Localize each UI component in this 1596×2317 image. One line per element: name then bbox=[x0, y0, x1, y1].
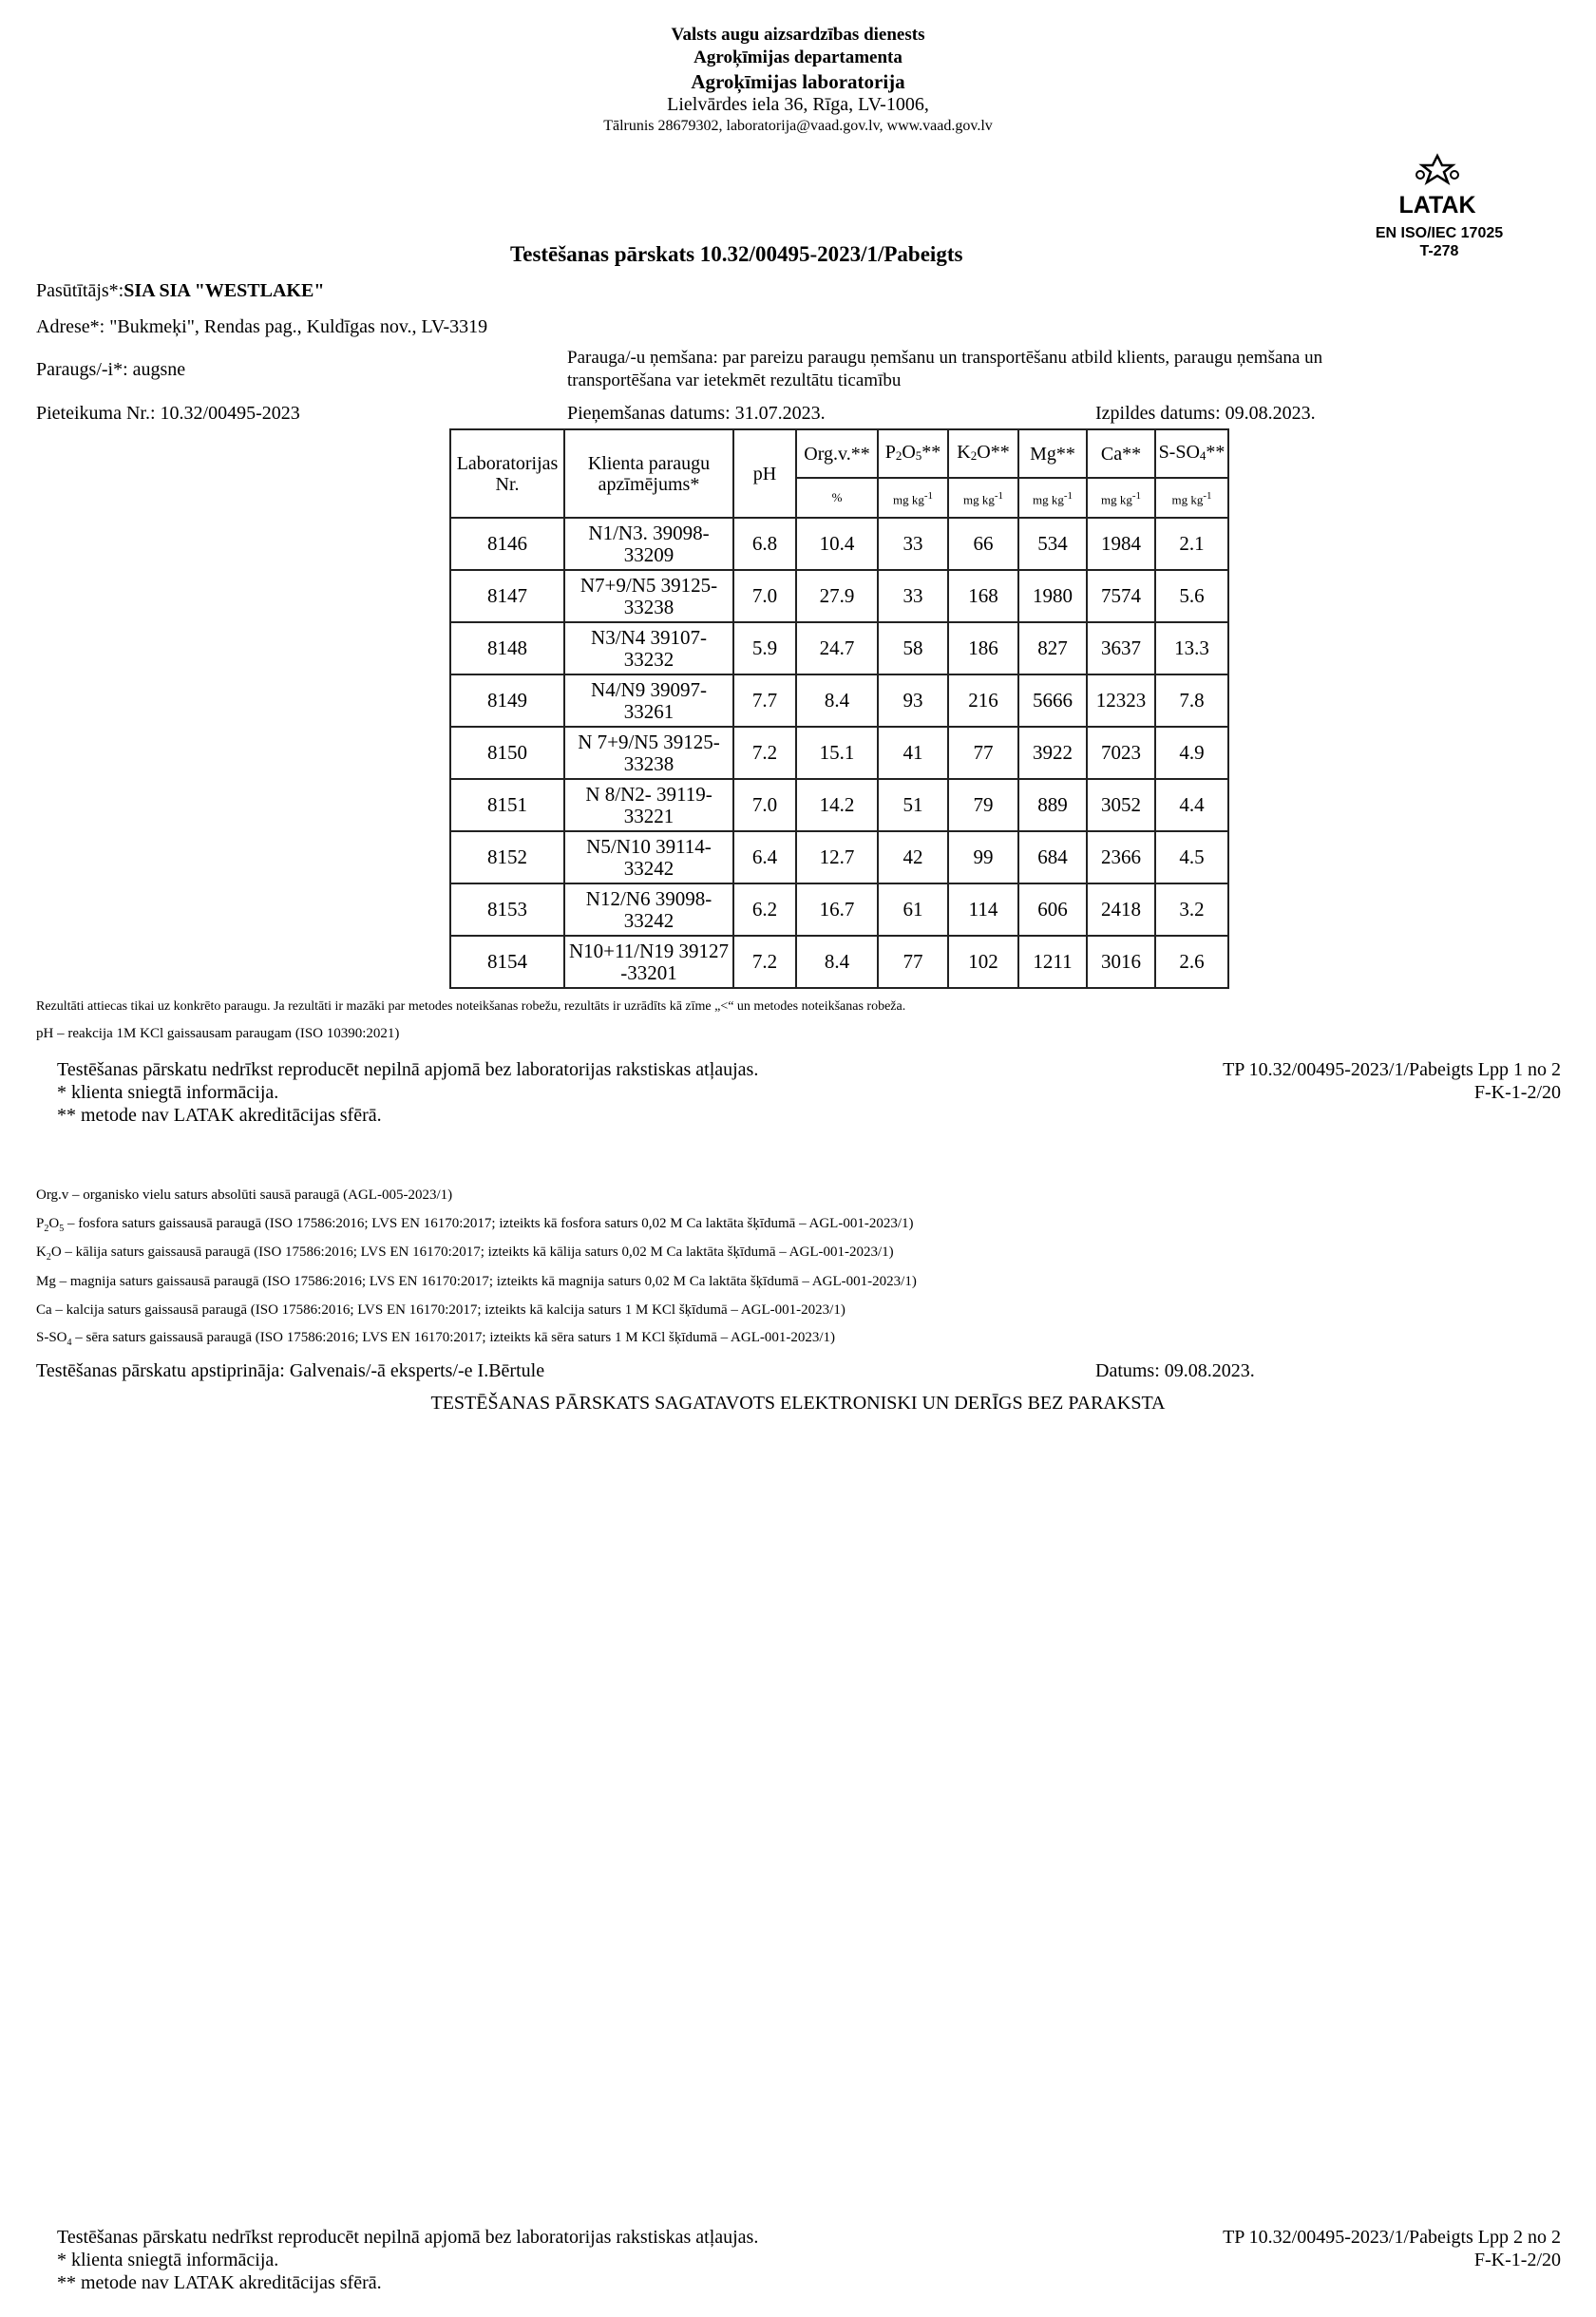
table-cell: 13.3 bbox=[1155, 622, 1228, 674]
page-reference-p2: TP 10.32/00495-2023/1/Pabeigts Lpp 2 no 2 bbox=[1223, 2227, 1561, 2248]
unit-org: % bbox=[796, 478, 878, 518]
table-cell: 606 bbox=[1018, 883, 1087, 936]
client-info-note-p2: * klienta sniegtā informācija. bbox=[57, 2250, 279, 2270]
table-cell: 77 bbox=[878, 936, 948, 988]
table-cell: 2.6 bbox=[1155, 936, 1228, 988]
lab-address: Lielvārdes iela 36, Rīga, LV-1006, bbox=[667, 94, 929, 115]
table-cell: 4.4 bbox=[1155, 779, 1228, 831]
table-cell: 1984 bbox=[1087, 518, 1155, 570]
table-cell: 2366 bbox=[1087, 831, 1155, 883]
table-cell: 12323 bbox=[1087, 674, 1155, 727]
table-cell: 2.1 bbox=[1155, 518, 1228, 570]
ph-note: pH – reakcija 1M KCl gaissausam paraugam (ISO 10390:2021) bbox=[36, 1026, 400, 1041]
laboratory-name: Agroķīmijas laboratorija bbox=[691, 70, 905, 93]
table-row bbox=[450, 779, 1228, 831]
table-cell: 6.4 bbox=[733, 831, 796, 883]
table-cell: 10.4 bbox=[796, 518, 878, 570]
table-header-row bbox=[450, 429, 1228, 478]
table-cell: N10+11/N19 39127 -33201 bbox=[564, 936, 733, 988]
table-cell: 79 bbox=[948, 779, 1018, 831]
table-cell: 7.0 bbox=[733, 779, 796, 831]
table-cell: 3637 bbox=[1087, 622, 1155, 674]
results-note: Rezultāti attiecas tikai uz konkrēto paraugu. Ja rezultāti ir mazāki par metodes noteikšanas robežu, rezultāts ir uzrādīts kā zīme „<“ un metodes noteikšanas robeža. bbox=[36, 999, 906, 1014]
table-cell: 168 bbox=[948, 570, 1018, 622]
org-name: Valsts augu aizsardzības dienests bbox=[671, 25, 925, 45]
table-cell: 1980 bbox=[1018, 570, 1087, 622]
table-cell: 1211 bbox=[1018, 936, 1087, 988]
table-cell: 41 bbox=[878, 727, 948, 779]
accreditation-code: T-278 bbox=[1419, 243, 1459, 259]
method-k2o: $K_2O$ – kālija saturs gaissausā paraugā (ISO 17586:2016; LVS EN 16170:2017; izteikts kā kālija saturs 0,02 M Ca laktāta šķīdumā – AGL-001-2023/1) bbox=[36, 1244, 894, 1263]
table-row bbox=[450, 570, 1228, 622]
table-cell: 102 bbox=[948, 936, 1018, 988]
department-name: Agroķīmijas departamenta bbox=[694, 47, 902, 67]
table-cell: 827 bbox=[1018, 622, 1087, 674]
col-lab-nr: Laboratorijas Nr. bbox=[450, 429, 564, 518]
results-table bbox=[449, 428, 1229, 989]
table-row bbox=[450, 936, 1228, 988]
approval-date: Datums: 09.08.2023. bbox=[1095, 1360, 1255, 1381]
table-cell: N1/N3. 39098- 33209 bbox=[564, 518, 733, 570]
table-cell: 889 bbox=[1018, 779, 1087, 831]
table-cell: 3052 bbox=[1087, 779, 1155, 831]
reproduction-note-p2: Testēšanas pārskatu nedrīkst reproducēt nepilnā apjomā bez laboratorijas rakstiskas atļaujas. bbox=[57, 2227, 759, 2248]
reproduction-note: Testēšanas pārskatu nedrīkst reproducēt nepilnā apjomā bez laboratorijas rakstiskas atļaujas. bbox=[57, 1059, 759, 1080]
form-code-p2: F-K-1-2/20 bbox=[1473, 2250, 1561, 2270]
table-cell: 8.4 bbox=[796, 936, 878, 988]
table-cell: 42 bbox=[878, 831, 948, 883]
table-cell: 3016 bbox=[1087, 936, 1155, 988]
table-cell: 16.7 bbox=[796, 883, 878, 936]
sampling-note-line1: Parauga/-u ņemšana: par pareizu paraugu ņemšanu un transportēšanu atbild klients, paraugu ņemšana un bbox=[567, 348, 1323, 368]
table-cell: 8150 bbox=[450, 727, 564, 779]
col-sso4: $S-SO_4**$ bbox=[1155, 429, 1228, 478]
table-cell: 216 bbox=[948, 674, 1018, 727]
table-cell: 7.2 bbox=[733, 936, 796, 988]
table-cell: 6.8 bbox=[733, 518, 796, 570]
table-cell: 8149 bbox=[450, 674, 564, 727]
table-cell: 24.7 bbox=[796, 622, 878, 674]
table-cell: 12.7 bbox=[796, 831, 878, 883]
table-cell: 534 bbox=[1018, 518, 1087, 570]
table-cell: 114 bbox=[948, 883, 1018, 936]
table-cell: 51 bbox=[878, 779, 948, 831]
table-cell: N12/N6 39098- 33242 bbox=[564, 883, 733, 936]
table-cell: N 7+9/N5 39125- 33238 bbox=[564, 727, 733, 779]
table-cell: 2418 bbox=[1087, 883, 1155, 936]
table-cell: 5.6 bbox=[1155, 570, 1228, 622]
table-row bbox=[450, 518, 1228, 570]
table-cell: 99 bbox=[948, 831, 1018, 883]
report-title: Testēšanas pārskats 10.32/00495-2023/1/Pabeigts bbox=[510, 242, 963, 266]
table-cell: 58 bbox=[878, 622, 948, 674]
table-cell: 7.8 bbox=[1155, 674, 1228, 727]
table-cell: 15.1 bbox=[796, 727, 878, 779]
page-reference: TP 10.32/00495-2023/1/Pabeigts Lpp 1 no 2 bbox=[1223, 1059, 1561, 1080]
table-cell: 8147 bbox=[450, 570, 564, 622]
table-cell: 66 bbox=[948, 518, 1018, 570]
table-cell: N3/N4 39107- 33232 bbox=[564, 622, 733, 674]
completed-date: Izpildes datums: 09.08.2023. bbox=[1095, 403, 1316, 424]
table-cell: 6.2 bbox=[733, 883, 796, 936]
table-cell: N 8/N2- 39119- 33221 bbox=[564, 779, 733, 831]
col-client-id: Klienta paraugu apzīmējums* bbox=[564, 429, 733, 518]
table-row bbox=[450, 831, 1228, 883]
client-value: SIA SIA "WESTLAKE" bbox=[124, 280, 325, 301]
table-cell: 5666 bbox=[1018, 674, 1087, 727]
method-ca: Ca – kalcija saturs gaissausā paraugā (ISO 17586:2016; LVS EN 16170:2017; izteikts kā kalcija saturs 1 M KCl šķīdumā – AGL-001-2023/1) bbox=[36, 1302, 846, 1318]
client-label: Pasūtītājs*: bbox=[36, 280, 124, 301]
table-cell: 33 bbox=[878, 570, 948, 622]
table-cell: N4/N9 39097- 33261 bbox=[564, 674, 733, 727]
col-mg: Mg** bbox=[1018, 429, 1087, 478]
col-ph: pH bbox=[733, 429, 796, 518]
table-row bbox=[450, 883, 1228, 936]
accreditation-note-p2: ** metode nav LATAK akreditācijas sfērā. bbox=[57, 2272, 382, 2293]
table-cell: 4.9 bbox=[1155, 727, 1228, 779]
table-cell: 8146 bbox=[450, 518, 564, 570]
table-cell: 3922 bbox=[1018, 727, 1087, 779]
unit-k2o: mg $kg^{-1}$ bbox=[948, 478, 1018, 518]
latak-logo-text: LATAK bbox=[1398, 192, 1476, 218]
table-cell: 8153 bbox=[450, 883, 564, 936]
form-code: F-K-1-2/20 bbox=[1473, 1082, 1561, 1103]
table-cell: 61 bbox=[878, 883, 948, 936]
col-k2o: $K_2O**$ bbox=[948, 429, 1018, 478]
table-cell: 27.9 bbox=[796, 570, 878, 622]
sample-type: Paraugs/-i*: augsne bbox=[36, 359, 186, 380]
table-cell: 7574 bbox=[1087, 570, 1155, 622]
table-row bbox=[450, 674, 1228, 727]
table-cell: N7+9/N5 39125- 33238 bbox=[564, 570, 733, 622]
client-address: Adrese*: "Bukmeķi", Rendas pag., Kuldīgas nov., LV-3319 bbox=[36, 316, 488, 337]
table-cell: 8152 bbox=[450, 831, 564, 883]
lab-contacts: Tālrunis 28679302, laboratorija@vaad.gov.lv, www.vaad.gov.lv bbox=[603, 118, 993, 134]
table-cell: 7.0 bbox=[733, 570, 796, 622]
method-org: Org.v – organisko vielu saturs absolūti sausā paraugā (AGL-005-2023/1) bbox=[36, 1187, 453, 1203]
accreditation-standard: EN ISO/IEC 17025 bbox=[1375, 225, 1504, 241]
col-org: Org.v.** bbox=[796, 429, 878, 478]
method-sso4: $S-SO_4$ – sēra saturs gaissausā paraugā (ISO 17586:2016; LVS EN 16170:2017; izteikts kā sēra saturs 1 M KCl šķīdumā – AGL-001-2023/1) bbox=[36, 1330, 836, 1348]
method-p2o5: $P_2O_5$ – fosfora saturs gaissausā paraugā (ISO 17586:2016; LVS EN 16170:2017; izteikts kā fosfora saturs 0,02 M Ca laktāta šķīdumā – AGL-001-2023/1) bbox=[36, 1216, 914, 1234]
table-cell: 8154 bbox=[450, 936, 564, 988]
latak-logo-icon bbox=[1393, 152, 1482, 218]
client-line bbox=[36, 280, 324, 302]
col-ca: Ca** bbox=[1087, 429, 1155, 478]
method-mg: Mg – magnija saturs gaissausā paraugā (ISO 17586:2016; LVS EN 16170:2017; izteikts kā magnija saturs 0,02 M Ca laktāta šķīdumā – AGL-001-2023/1) bbox=[36, 1274, 917, 1289]
col-p2o5: $P_2O_5**$ bbox=[878, 429, 948, 478]
table-cell: 8151 bbox=[450, 779, 564, 831]
approved-by: Testēšanas pārskatu apstiprināja: Galvenais/-ā eksperts/-e I.Bērtule bbox=[36, 1360, 545, 1381]
received-date: Pieņemšanas datums: 31.07.2023. bbox=[567, 403, 826, 424]
table-cell: 33 bbox=[878, 518, 948, 570]
table-cell: 7023 bbox=[1087, 727, 1155, 779]
electronic-note: TESTĒŠANAS PĀRSKATS SAGATAVOTS ELEKTRONISKI UN DERĪGS BEZ PARAKSTA bbox=[430, 1393, 1166, 1414]
table-row bbox=[450, 622, 1228, 674]
unit-mg: mg $kg^{-1}$ bbox=[1018, 478, 1087, 518]
unit-sso4: mg $kg^{-1}$ bbox=[1155, 478, 1228, 518]
table-cell: 7.7 bbox=[733, 674, 796, 727]
table-cell: 8148 bbox=[450, 622, 564, 674]
table-cell: N5/N10 39114- 33242 bbox=[564, 831, 733, 883]
table-cell: 14.2 bbox=[796, 779, 878, 831]
application-number: Pieteikuma Nr.: 10.32/00495-2023 bbox=[36, 403, 300, 424]
table-cell: 5.9 bbox=[733, 622, 796, 674]
table-cell: 4.5 bbox=[1155, 831, 1228, 883]
table-cell: 8.4 bbox=[796, 674, 878, 727]
table-row bbox=[450, 727, 1228, 779]
table-cell: 684 bbox=[1018, 831, 1087, 883]
client-info-note: * klienta sniegtā informācija. bbox=[57, 1082, 279, 1103]
table-cell: 3.2 bbox=[1155, 883, 1228, 936]
sampling-note-line2: transportēšana var ietekmēt rezultātu ticamību bbox=[567, 370, 902, 390]
accreditation-note: ** metode nav LATAK akreditācijas sfērā. bbox=[57, 1105, 382, 1126]
unit-p2o5: mg $kg^{-1}$ bbox=[878, 478, 948, 518]
unit-ca: mg $kg^{-1}$ bbox=[1087, 478, 1155, 518]
table-cell: 7.2 bbox=[733, 727, 796, 779]
table-cell: 77 bbox=[948, 727, 1018, 779]
table-cell: 186 bbox=[948, 622, 1018, 674]
table-cell: 93 bbox=[878, 674, 948, 727]
